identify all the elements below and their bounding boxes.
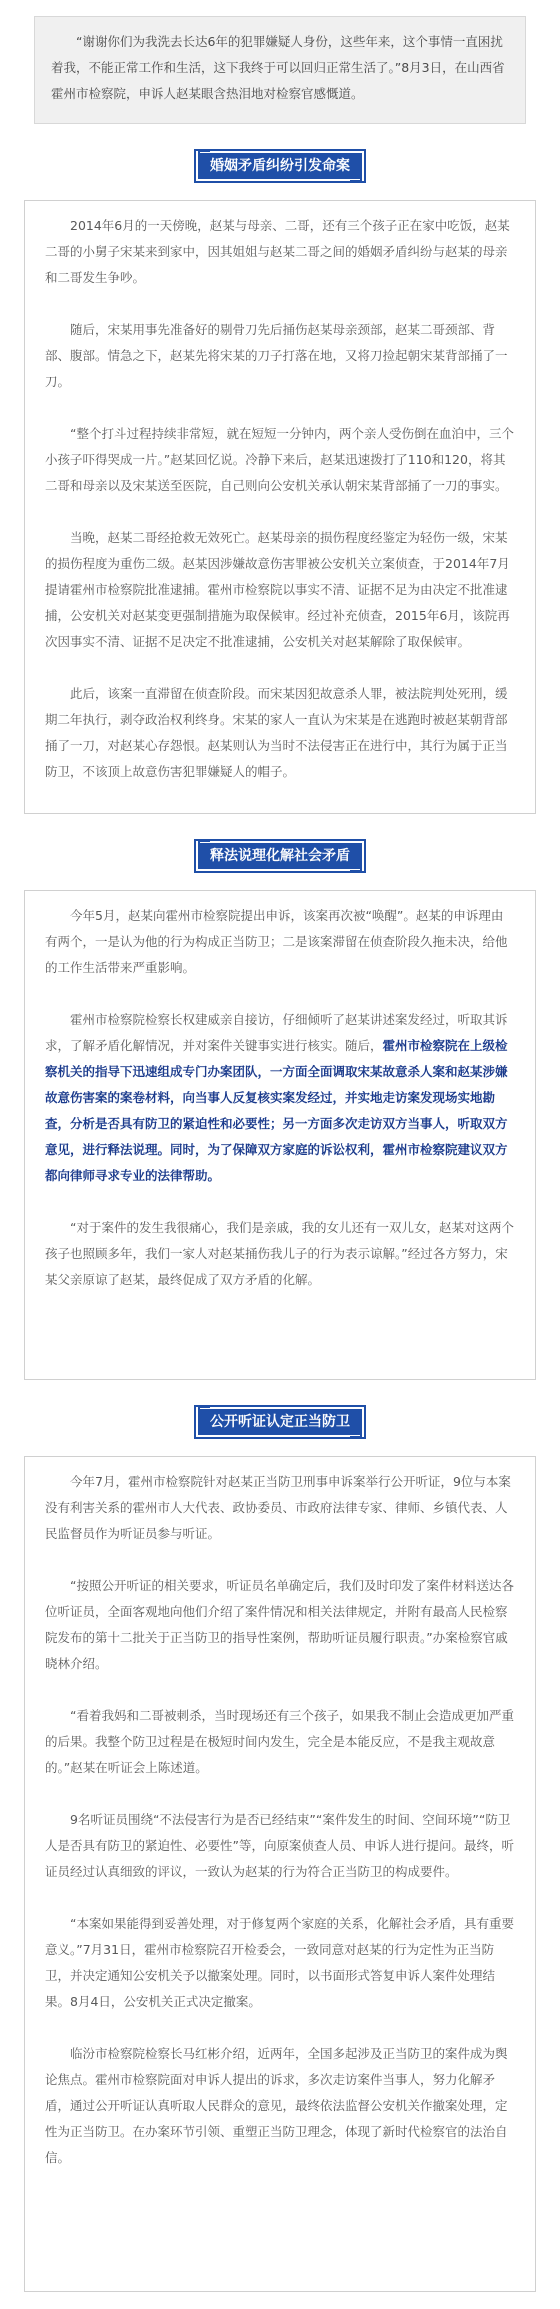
intro-quote-box (34, 16, 526, 124)
section-3-para-1: 今年7月，霍州市检察院针对赵某正当防卫刑事申诉案举行公开听证，9位与本案没有利害关系的霍州市人大代表、政协委员、市政府法律专家、律师、乡镇代表、人民监督员作为听证员参与听证。 (45, 1474, 511, 1541)
section-1-para-3: “整个打斗过程持续非常短，就在短短一分钟内，两个亲人受伤倒在血泊中，三个小孩子吓得哭成一片。”赵某回忆说。冷静下来后，赵某迅速拨打了110和120，将其二哥和母亲以及宋某送至医院，自己则向公安机关承认朝宋某背部捅了一刀的事实。 (45, 426, 514, 493)
section-1-frame (24, 200, 536, 814)
section-2-highlight-text: 霍州市检察院在上级检察机关的指导下迅速组成专门办案团队，一方面全面调取宋某故意杀人案和赵某涉嫌故意伤害案的案卷材料，向当事人反复核实案发经过，并实地走访案发现场实地勘查，分析是否具有防卫的紧迫性和必要性；另一方面多次走访双方当事人，听取双方意见，进行释法说理。同时，为了保障双方家庭的诉讼权利，霍州市检察院建议双方都向律师寻求专业的法律帮助。 (45, 1038, 508, 1183)
section-3-para-2: “按照公开听证的相关要求，听证员名单确定后，我们及时印发了案件材料送达各位听证员，全面客观地向他们介绍了案件情况和相关法律规定，并附有最高人民检察院发布的第十二批关于正当防卫的指导性案例，帮助听证员履行职责。”办案检察官戚晓林介绍。 (45, 1578, 514, 1671)
section-3-para-6: 临汾市检察院检察长马红彬介绍，近两年，全国多起涉及正当防卫的案件成为舆论焦点。霍州市检察院面对申诉人提出的诉求，多次走访案件当事人，努力化解矛盾，通过公开听证认真听取人民群众的意见，最终依法监督公安机关作撤案处理，定性为正当防卫。在办案环节引领、重塑正当防卫理念，体现了新时代检察官的法治自信。 (45, 2046, 508, 2165)
section-1-heading: 婚姻矛盾纠纷引发命案 (196, 151, 364, 181)
section-title-3 (0, 1402, 560, 1442)
section-1-para-1: 2014年6月的一天傍晚，赵某与母亲、二哥，还有三个孩子正在家中吃饭，赵某二哥的小舅子宋某来到家中，因其姐姐与赵某二哥之间的婚姻矛盾纠纷与赵某的母亲和二哥发生争吵。 (45, 218, 510, 285)
section-3-heading: 公开听证认定正当防卫 (196, 1407, 364, 1437)
section-1-para-5: 此后，该案一直滞留在侦查阶段。而宋某因犯故意杀人罪，被法院判处死刑，缓期二年执行，剥夺政治权利终身。宋某的家人一直认为宋某是在逃跑时被赵某朝背部捅了一刀，对赵某心存怨恨。赵某则认为当时不法侵害正在进行中，其行为属于正当防卫，不该顶上故意伤害犯罪嫌疑人的帽子。 (45, 686, 508, 779)
section-2-heading: 释法说理化解社会矛盾 (196, 841, 364, 871)
section-title-2 (0, 836, 560, 876)
intro-paragraph: “谢谢你们为我洗去长达6年的犯罪嫌疑人身份，这些年来，这个事情一直困扰着我，不能正常工作和生活，这下我终于可以回归正常生活了。”8月3日，在山西省霍州市检察院，申诉人赵某眼含热泪地对检察官感慨道。 (51, 34, 505, 101)
section-3-para-4: 9名听证员围绕“不法侵害行为是否已经结束”“案件发生的时间、空间环境”“防卫人是否具有防卫的紧迫性、必要性”等，向原案侦查人员、申诉人进行提问。最终，听证员经过认真细致的评议，一致认为赵某的行为符合正当防卫的构成要件。 (45, 1812, 514, 1879)
section-3-para-3: “看着我妈和二哥被刺杀，当时现场还有三个孩子，如果我不制止会造成更加严重的后果。我整个防卫过程是在极短时间内发生，完全是本能反应，不是我主观故意的。”赵某在听证会上陈述道。 (45, 1708, 514, 1775)
section-3-para-5: “本案如果能得到妥善处理，对于修复两个家庭的关系，化解社会矛盾，具有重要意义。”7月31日，霍州市检察院召开检委会，一致同意对赵某的行为定性为正当防卫，并决定通知公安机关予以撤案处理。同时，以书面形式答复申诉人案件处理结果。8月4日，公安机关正式决定撤案。 (45, 1916, 514, 2009)
section-2-para-3: “对于案件的发生我很痛心，我们是亲戚，我的女儿还有一双儿女，赵某对这两个孩子也照顾多年，我们一家人对赵某捅伤我儿子的行为表示谅解。”经过各方努力，宋某父亲原谅了赵某，最终促成了双方矛盾的化解。 (45, 1220, 514, 1287)
section-1-para-4: 当晚，赵某二哥经抢救无效死亡。赵某母亲的损伤程度经鉴定为轻伤一级，宋某的损伤程度为重伤二级。赵某因涉嫌故意伤害罪被公安机关立案侦查，于2014年7月提请霍州市检察院批准逮捕。霍州市检察院以事实不清、证据不足为由决定不批准逮捕，公安机关对赵某变更强制措施为取保候审。经过补充侦查，2015年6月，该院再次因事实不清、证据不足决定不批准逮捕，公安机关对赵某解除了取保候审。 (45, 530, 510, 649)
section-2-para-1: 今年5月，赵某向霍州市检察院提出申诉，该案再次被“唤醒”。赵某的申诉理由有两个，一是认为他的行为构成正当防卫；二是该案滞留在侦查阶段久拖未决，给他的工作生活带来严重影响。 (45, 908, 508, 975)
section-2-para-2-text: 霍州市检察院检察长权建威亲自接访，仔细倾听了赵某讲述案发经过，听取其诉求，了解矛盾化解情况，并对案件关键事实进行核实。随后， (45, 1012, 508, 1053)
section-2-frame (24, 890, 536, 1380)
section-3-frame (24, 1456, 536, 2292)
section-2-para-2 (45, 1007, 515, 1189)
section-1-para-2: 随后，宋某用事先准备好的剔骨刀先后捅伤赵某母亲颈部，赵某二哥颈部、背部、腹部。情急之下，赵某先将宋某的刀子打落在地，又将刀捡起朝宋某背部捅了一刀。 (45, 322, 508, 389)
section-title-1 (0, 146, 560, 186)
